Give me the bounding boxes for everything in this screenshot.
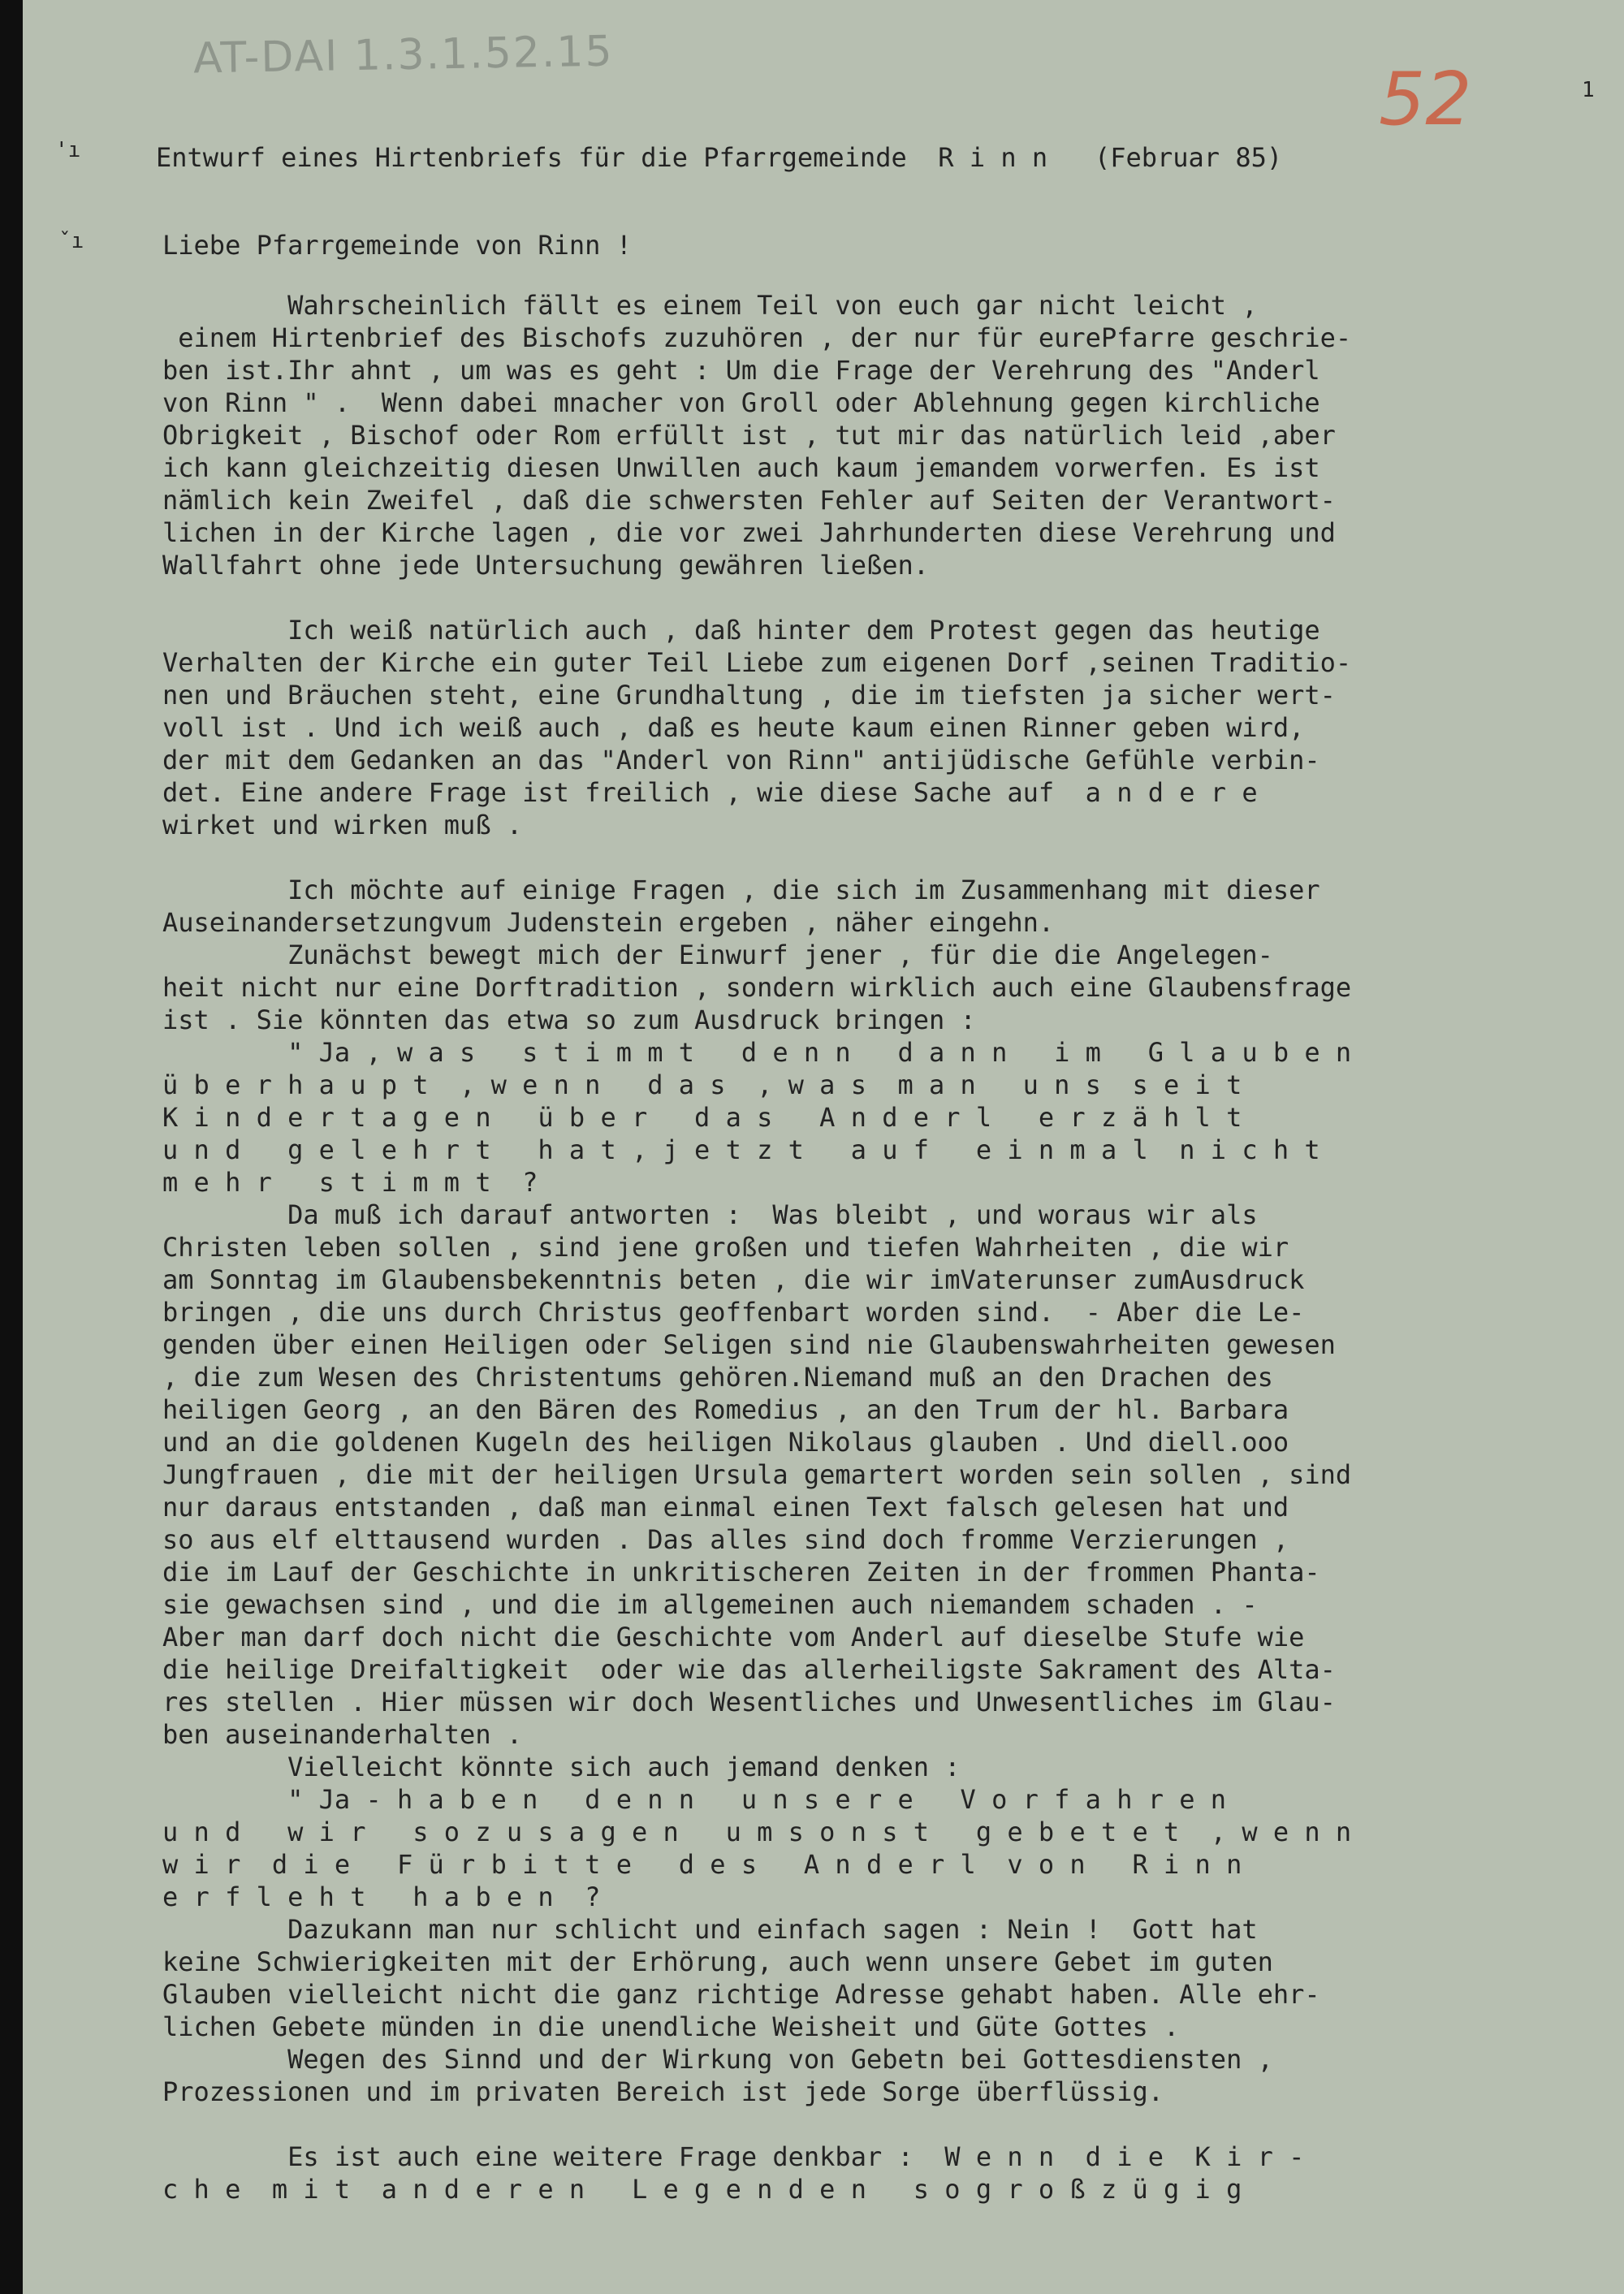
text-line: einem Hirtenbrief des Bischofs zuzuhören , der nur für eurePfarre geschrie- — [162, 322, 1352, 353]
text-line: nur daraus entstanden , daß man einmal einen Text falsch gelesen hat und — [162, 1492, 1289, 1523]
salutation: Liebe Pfarrgemeinde von Rinn ! — [162, 230, 632, 261]
text-line: am Sonntag im Glaubensbekenntnis beten , die wir imVaterunser zumAusdruck — [162, 1264, 1305, 1295]
text-line: heit nicht nur eine Dorftradition , sondern wirklich auch eine Glaubensfrage — [162, 972, 1352, 1003]
text-line: Wallfahrt ohne jede Untersuchung gewähren ließen. — [162, 550, 930, 581]
text-line: keine Schwierigkeiten mit der Erhörung, auch wenn unsere Gebet im guten — [162, 1946, 1273, 1977]
text-line: Ich möchte auf einige Fragen , die sich im Zusammenhang mit dieser — [162, 875, 1320, 905]
text-line: Es ist auch eine weitere Frage denkbar : W e n n d i e K i r - — [162, 2141, 1305, 2172]
text-line: lichen Gebete münden in die unendliche Weisheit und Güte Gottes . — [162, 2011, 1180, 2042]
text-line: die im Lauf der Geschichte in unkritischeren Zeiten in der frommen Phanta- — [162, 1557, 1320, 1588]
text-line: genden über einen Heiligen oder Seligen sind nie Glaubenswahrheiten gewesen — [162, 1329, 1336, 1360]
text-line: nämlich kein Zweifel , daß die schwersten Fehler auf Seiten der Verantwort- — [162, 485, 1336, 516]
text-line: , die zum Wesen des Christentums gehören.Niemand muß an den Drachen des — [162, 1362, 1273, 1393]
text-line: Prozessionen und im privaten Bereich ist jede Sorge überflüssig. — [162, 2076, 1164, 2107]
text-line: w i r d i e F ü r b i t t e d e s A n d e r l v o n R i n n — [162, 1849, 1242, 1880]
text-line: res stellen . Hier müssen wir doch Wesentliches und Unwesentliches im Glau- — [162, 1687, 1336, 1717]
letter-heading: Entwurf eines Hirtenbriefs für die Pfarrgemeinde R i n n (Februar 85) — [156, 142, 1283, 173]
text-line: nen und Bräuchen steht, eine Grundhaltung , die im tiefsten ja sicher wert- — [162, 680, 1336, 711]
text-line: m e h r s t i m m t ? — [162, 1167, 538, 1198]
text-line: ich kann gleichzeitig diesen Unwillen auch kaum jemandem vorwerfen. Es ist — [162, 452, 1320, 483]
text-line: Vielleicht könnte sich auch jemand denken : — [162, 1752, 961, 1782]
text-line: Glauben vielleicht nicht die ganz richtige Adresse gehabt haben. Alle ehr- — [162, 1979, 1320, 2010]
text-line: Zunächst bewegt mich der Einwurf jener , für die die Angelegen- — [162, 940, 1273, 970]
text-line: Christen leben sollen , sind jene großen und tiefen Wahrheiten , die wir — [162, 1232, 1289, 1263]
text-line: Wegen des Sinnd und der Wirkung von Gebetn bei Gottesdiensten , — [162, 2044, 1273, 2075]
text-line: heiligen Georg , an den Bären des Romedius , an den Trum der hl. Barbara — [162, 1394, 1289, 1425]
text-line: Wahrscheinlich fällt es einem Teil von euch gar nicht leicht , — [162, 290, 1258, 321]
text-line: e r f l e h t h a b e n ? — [162, 1881, 601, 1912]
text-line: Verhalten der Kirche ein guter Teil Liebe zum eigenen Dorf ,seinen Traditio- — [162, 647, 1352, 678]
text-line: Da muß ich darauf antworten : Was bleibt , und woraus wir als — [162, 1199, 1258, 1230]
typewritten-text — [23, 0, 1624, 2294]
text-line: Auseinandersetzungvum Judenstein ergeben , näher eingehn. — [162, 907, 1055, 938]
text-line: K i n d e r t a g e n ü b e r d a s A n d e r l e r z ä h l t — [162, 1102, 1242, 1133]
text-line: und an die goldenen Kugeln des heiligen Nikolaus glauben . Und diell.ooo — [162, 1427, 1289, 1458]
text-line: der mit dem Gedanken an das "Anderl von Rinn" antijüdische Gefühle verbin- — [162, 745, 1320, 775]
text-line: voll ist . Und ich weiß auch , daß es heute kaum einen Rinner geben wird, — [162, 712, 1305, 743]
margin-mark: 'ı — [55, 138, 81, 162]
text-line: ist . Sie könnten das etwa so zum Ausdruck bringen : — [162, 1004, 976, 1035]
text-line: lichen in der Kirche lagen , die vor zwei Jahrhunderten diese Verehrung und — [162, 517, 1336, 548]
text-line: wirket und wirken muß . — [162, 810, 523, 840]
archive-signature: AT-DAI 1.3.1.52.15 — [192, 27, 615, 84]
text-line: u n d g e l e h r t h a t , j e t z t a u f e i n m a l n i c h t — [162, 1134, 1320, 1165]
text-line: ben ist.Ihr ahnt , um was es geht : Um die Frage der Verehrung des "Anderl — [162, 355, 1320, 386]
text-line: die heilige Dreifaltigkeit oder wie das allerheiligste Sakrament des Alta- — [162, 1654, 1336, 1685]
text-line: " Ja , w a s s t i m m t d e n n d a n n i m G l a u b e n — [162, 1037, 1352, 1068]
text-line: sie gewachsen sind , und die im allgemeinen auch niemandem schaden . - — [162, 1589, 1258, 1620]
page-corner-mark: 1 — [1582, 78, 1595, 102]
text-line: u n d w i r s o z u s a g e n u m s o n s t g e b e t e t , w e n n — [162, 1817, 1352, 1847]
text-line: bringen , die uns durch Christus geoffenbart worden sind. - Aber die Le- — [162, 1297, 1305, 1328]
text-line: " Ja - h a b e n d e n n u n s e r e V o r f a h r e n — [162, 1784, 1227, 1815]
folio-number: 52 — [1379, 57, 1472, 142]
text-line: Obrigkeit , Bischof oder Rom erfüllt ist , tut mir das natürlich leid ,aber — [162, 420, 1336, 451]
text-line: ü b e r h a u p t , w e n n d a s , w a s m a n u n s s e i t — [162, 1069, 1242, 1100]
text-line: so aus elf elttausend wurden . Das alles sind doch fromme Verzierungen , — [162, 1524, 1289, 1555]
text-line: von Rinn " . Wenn dabei mnacher von Groll oder Ablehnung gegen kirchliche — [162, 387, 1320, 418]
text-line: Ich weiß natürlich auch , daß hinter dem Protest gegen das heutige — [162, 615, 1320, 646]
text-line: ben auseinanderhalten . — [162, 1719, 523, 1750]
document-page — [23, 0, 1624, 2294]
text-line: Aber man darf doch nicht die Geschichte vom Anderl auf dieselbe Stufe wie — [162, 1622, 1305, 1652]
text-line: det. Eine andere Frage ist freilich , wie diese Sache auf a n d e r e — [162, 777, 1258, 808]
margin-mark: ˇı — [58, 229, 84, 253]
text-line: c h e m i t a n d e r e n L e g e n d e n s o g r o ß z ü g i g — [162, 2174, 1242, 2205]
text-line: Dazukann man nur schlicht und einfach sagen : Nein ! Gott hat — [162, 1914, 1258, 1945]
text-line: Jungfrauen , die mit der heiligen Ursula gemartert worden sein sollen , sind — [162, 1459, 1352, 1490]
